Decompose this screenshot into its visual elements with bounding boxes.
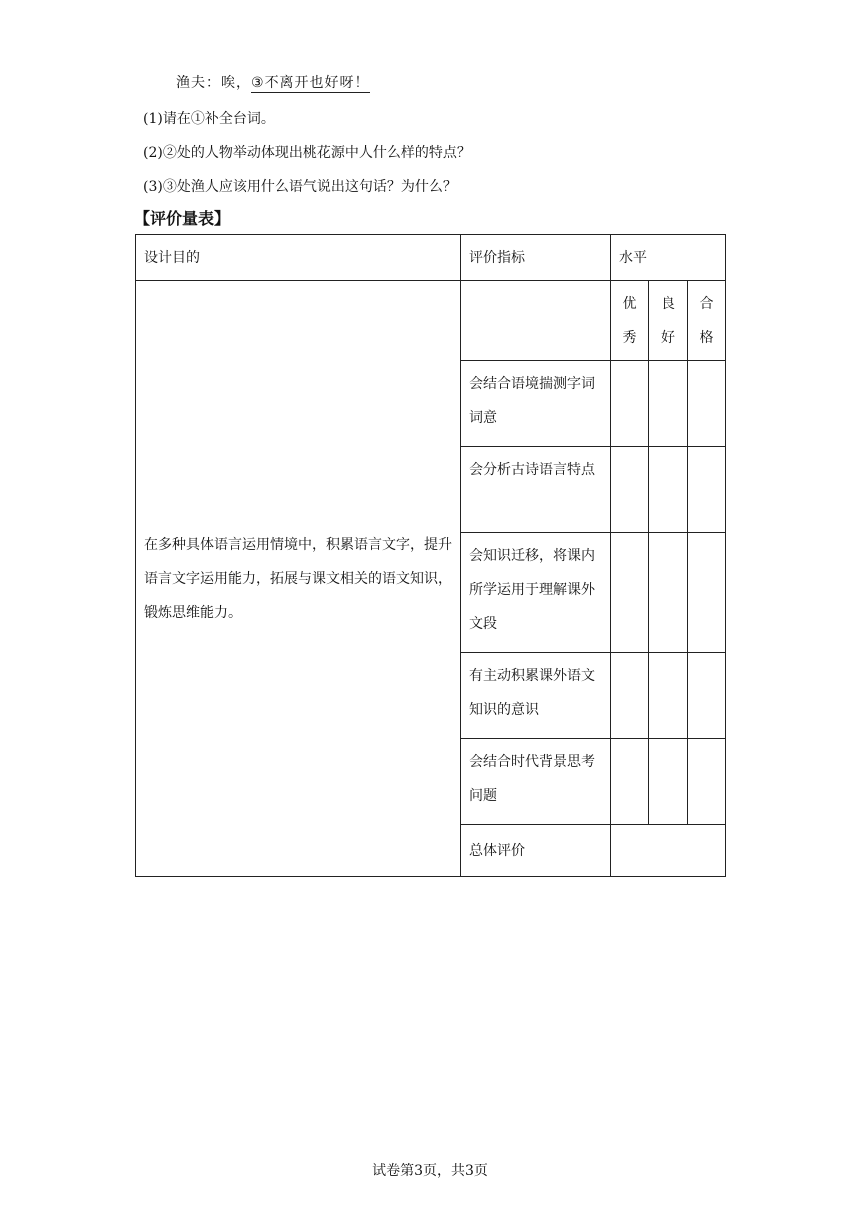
- level-good: 良好: [649, 281, 688, 361]
- header-level: 水平: [611, 235, 726, 281]
- rating-cell: [611, 739, 649, 825]
- rating-cell: [649, 447, 688, 533]
- indicator-cell: 有主动积累课外语文知识的意识: [461, 653, 611, 739]
- dialog-text: 唉，: [221, 75, 251, 91]
- rating-cell: [688, 653, 726, 739]
- rating-cell: [649, 533, 688, 653]
- dialog-underlined-line: [251, 75, 370, 93]
- rating-cell: [611, 447, 649, 533]
- indicator-header-blank: [461, 281, 611, 361]
- table-header-row: [136, 235, 726, 281]
- rating-cell: [688, 447, 726, 533]
- dialog-underlined-text: 不离开也好呀！: [264, 75, 370, 91]
- rating-cell: [688, 533, 726, 653]
- question-1: (1)请在①补全台词。: [143, 111, 275, 127]
- dialog-speaker: 渔夫：: [176, 75, 221, 91]
- rating-cell: [611, 533, 649, 653]
- rating-cell: [649, 739, 688, 825]
- rating-cell: [649, 361, 688, 447]
- goal-cell: 在多种具体语言运用情境中，积累语言文字，提升语言文字运用能力，拓展与课文相关的语文知识，锻炼思维能力。: [136, 281, 461, 877]
- level-excellent: 优秀: [611, 281, 649, 361]
- question-2: (2)②处的人物举动体现出桃花源中人什么样的特点？: [143, 145, 471, 161]
- page-footer: 试卷第3页，共3页: [372, 1163, 488, 1179]
- rating-cell: [649, 653, 688, 739]
- rating-cell: [688, 739, 726, 825]
- overall-label: 总体评价: [461, 825, 611, 877]
- table-row: [136, 281, 726, 361]
- indicator-cell: 会结合时代背景思考问题: [461, 739, 611, 825]
- rating-cell: [611, 653, 649, 739]
- overall-rating-cell: [611, 825, 726, 877]
- evaluation-table: [135, 234, 726, 877]
- indicator-cell: 会分析古诗语言特点: [461, 447, 611, 533]
- section-title: 【评价量表】: [134, 209, 231, 228]
- header-goal: 设计目的: [136, 235, 461, 281]
- rating-cell: [688, 361, 726, 447]
- header-indicator: 评价指标: [461, 235, 611, 281]
- question-3: (3)③处渔人应该用什么语气说出这句话？为什么？: [143, 179, 457, 195]
- dialog-line: [176, 72, 370, 92]
- level-pass: 合格: [688, 281, 726, 361]
- indicator-cell: 会结合语境揣测字词词意: [461, 361, 611, 447]
- indicator-cell: 会知识迁移，将课内所学运用于理解课外文段: [461, 533, 611, 653]
- rating-cell: [611, 361, 649, 447]
- dialog-marker: ③: [251, 75, 265, 91]
